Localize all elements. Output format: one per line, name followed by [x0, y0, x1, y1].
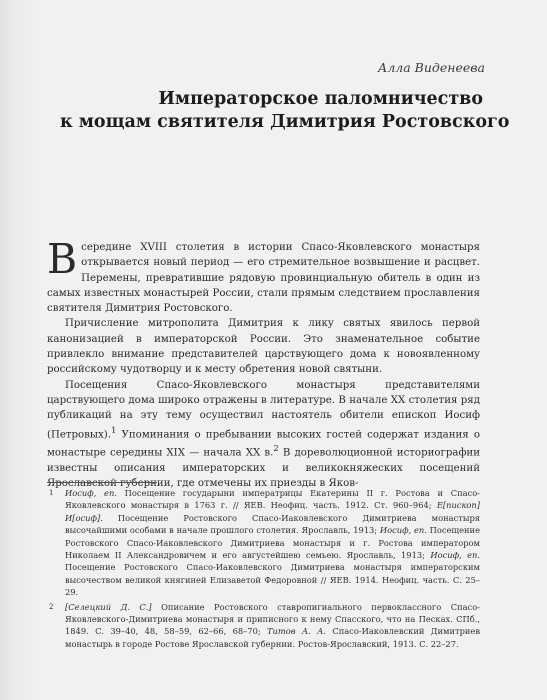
- paragraph-1-text: середине XVIII столетия в истории Спасо-Яковлевского монастыря открывается новый период — его стремительное возвышение и расцвет. Перемены, превратившие рядовую провинциальную обитель в один из самых известных монастырей России, стали прямым следствием прославления святителя Димитрия Ростовского.: [47, 242, 480, 315]
- footnote-author: Иосиф, еп.: [65, 488, 117, 498]
- footnote-text: Посещение Ростовского Спасо-Иаковлевского Димитриева монастыря высочайшими особами в начале прошлого столетия. Ярославль, 1913;: [65, 512, 480, 536]
- paragraph-3-text-b: Упоминания о пребывании высоких гостей содержат издания о монастыре середины XIX — начала XX в.: [47, 428, 480, 459]
- footnote-author: [Селецкий Д. С.]: [65, 601, 152, 612]
- footnote-1: [47, 487, 480, 599]
- footnote-number: 2: [49, 602, 54, 611]
- footnote-number: 1: [49, 489, 54, 497]
- footnote-text: Посещение Ростовского Спасо-Иаковлевского Димитриева монастыря императорским высочеством великой княгиней Елизаветой Федоровной // ЯЕВ. 1914. Неофиц. часть. С. 25–29.: [65, 562, 480, 598]
- paragraph-1: [47, 235, 480, 316]
- footnote-ref-2: 2: [273, 444, 279, 455]
- paragraph-3-text-a: Посещения Спасо-Яковлевского монастыря представителями царствующего дома широко отражены в литературе. В начале XX столетия ряд публикаций на эту тему осуществил настоятель обители епископ Иосиф (Петровых).: [47, 379, 480, 440]
- footnote-text: Описание Ростовского ставропигиального первоклассного Спасо-Яковлевского-Димитриева монастыря и приписного к нему Спасского, что на Песках. СПб., 1849. С. 39–40, 48, 58–59, 62–66, 68–70;: [65, 601, 480, 637]
- drop-cap: В: [47, 235, 78, 283]
- footnote-author: Иосиф, еп.: [430, 550, 480, 561]
- title-line-1: Императорское паломничество: [158, 89, 483, 109]
- footnote-ref-1: 1: [110, 425, 117, 436]
- footnote-text: Посещение Ростовского Спасо-Иаковлевского Димитриева монастыря и г. Ростова императором Николаем II Александровичем и его августейшею семьею. Ярославль, 1913;: [65, 525, 480, 561]
- footnote-author: Иосиф, еп.: [379, 525, 427, 536]
- article-author: Алла Виденеева: [377, 60, 485, 75]
- footnote-author: Е[пископ] И[осиф].: [65, 500, 480, 523]
- article-body: [47, 235, 480, 492]
- footnote-author: Титов А. А.: [266, 626, 327, 637]
- article-title: [60, 88, 510, 134]
- paragraph-2: Причисление митрополита Димитрия к лику святых явилось первой канонизацией в императорской России. Это знаменательное событие привлекло внимание представителей царствующего дома к новоявленному российскому чудотворцу и к месту обретения новой святыни.: [47, 318, 480, 376]
- paragraph-3-text-c: В дореволюционной историографии известны описания императорских и великокняжеских посещений Ярославской губернии, где отмечены их приезды в Яков-: [47, 447, 480, 490]
- footnote-divider: [47, 482, 157, 483]
- footnotes: [47, 487, 480, 652]
- footnote-text: Посещение государыни императрицы Екатерины II г. Ростова и Спасо-Яковлевского монастыря в 1763 г. // ЯЕВ. Неофиц. часть. 1912. Ст. 960–964;: [65, 488, 480, 511]
- title-line-2: к мощам святителя Димитрия Ростовского: [60, 112, 510, 132]
- paragraph-3: [47, 378, 480, 492]
- footnote-text: Спасо-Иаковлевский Димитриев монастырь в городе Ростове Ярославской губернии. Ростов-Ярославский, 1913. С. 22–27.: [65, 626, 480, 649]
- footnote-2: [47, 601, 480, 651]
